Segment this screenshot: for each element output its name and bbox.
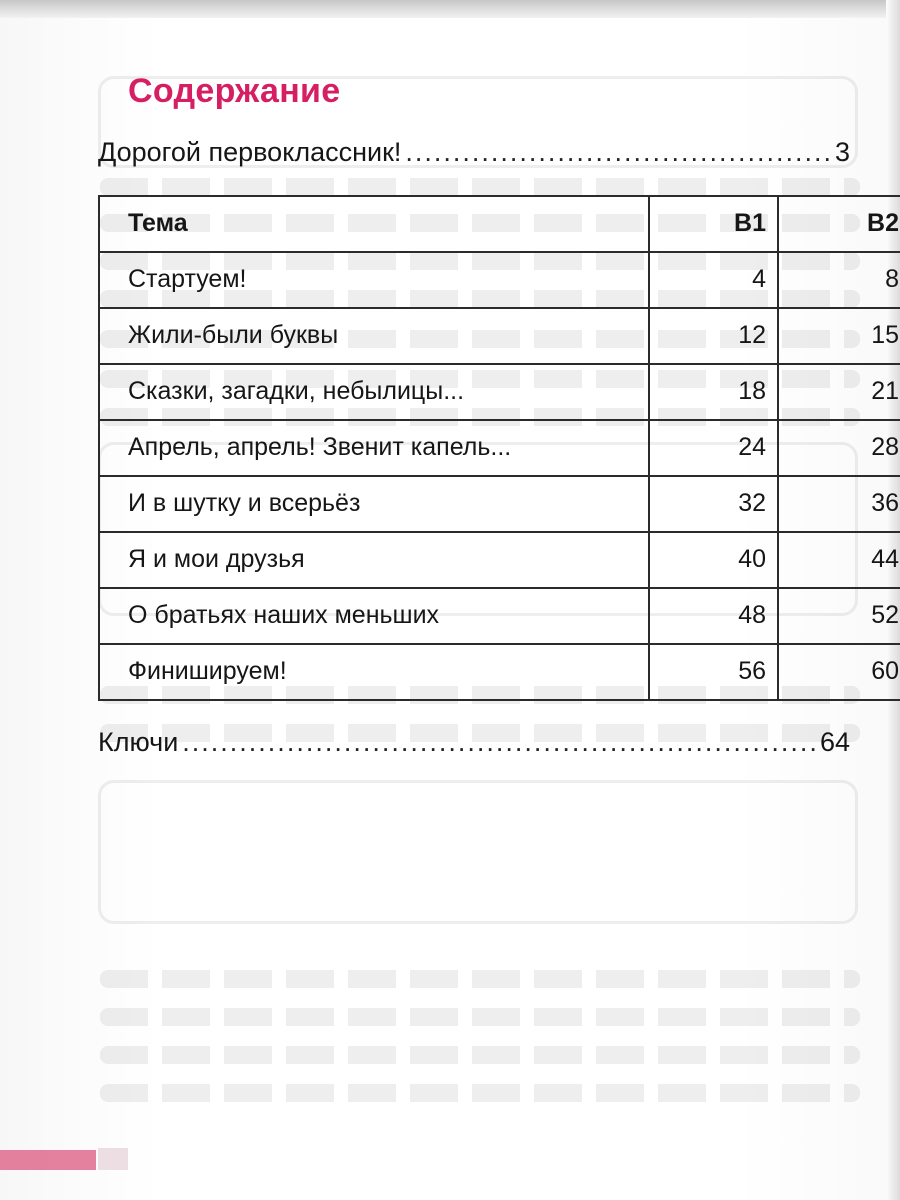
table-row [99, 364, 900, 420]
ghost-frame [98, 780, 858, 924]
intro-label: Дорогой первоклассник! [98, 137, 402, 167]
ghost-text-line [100, 970, 860, 988]
table-row [99, 644, 900, 700]
keys-page-number: 64 [819, 727, 850, 757]
topic-cell: Апрель, апрель! Звенит капель... [99, 420, 649, 476]
b2-page-cell: 52 [778, 588, 900, 644]
b2-page-cell: 60 [778, 644, 900, 700]
toc-leader-dots [182, 728, 816, 758]
contents-table [98, 195, 900, 701]
topic-cell: Стартуем! [99, 252, 649, 308]
topic-cell: Финишируем! [99, 644, 649, 700]
table-row [99, 308, 900, 364]
page-color-mark [0, 1150, 96, 1170]
b1-page-cell: 12 [649, 308, 778, 364]
b1-page-cell: 4 [649, 252, 778, 308]
table-row [99, 588, 900, 644]
keys-label: Ключи [98, 727, 179, 757]
contents-table-header [99, 196, 900, 252]
intro-toc-line [98, 138, 850, 168]
b2-page-cell: 36 [778, 476, 900, 532]
table-row [99, 476, 900, 532]
b1-page-cell: 24 [649, 420, 778, 476]
table-row [99, 420, 900, 476]
b2-page-cell: 8 [778, 252, 900, 308]
table-header-row [99, 196, 900, 252]
b1-page-cell: 18 [649, 364, 778, 420]
b2-page-cell: 28 [778, 420, 900, 476]
contents-title: Содержание [128, 72, 341, 110]
table-row [99, 532, 900, 588]
b2-page-cell: 21 [778, 364, 900, 420]
b1-page-cell: 40 [649, 532, 778, 588]
toc-leader-dots [405, 138, 831, 168]
b1-page-cell: 48 [649, 588, 778, 644]
page-color-mark-secondary [98, 1148, 128, 1170]
b1-column-header: В1 [649, 196, 778, 252]
topic-cell: О братьях наших меньших [99, 588, 649, 644]
b2-page-cell: 15 [778, 308, 900, 364]
ghost-text-line [100, 1084, 860, 1102]
table-row [99, 252, 900, 308]
contents-table-body [99, 252, 900, 700]
topic-cell: Сказки, загадки, небылицы... [99, 364, 649, 420]
topic-cell: И в шутку и всерьёз [99, 476, 649, 532]
topic-column-header: Тема [99, 196, 649, 252]
ghost-text-line [100, 1046, 860, 1064]
b2-column-header: В2 [778, 196, 900, 252]
topic-cell: Я и мои друзья [99, 532, 649, 588]
topic-cell: Жили-были буквы [99, 308, 649, 364]
ghost-text-line [100, 178, 860, 196]
b2-page-cell: 44 [778, 532, 900, 588]
b1-page-cell: 56 [649, 644, 778, 700]
scan-top-edge [0, 0, 900, 18]
b1-page-cell: 32 [649, 476, 778, 532]
intro-page-number: 3 [834, 137, 850, 167]
ghost-text-line [100, 1008, 860, 1026]
keys-toc-line [98, 728, 850, 758]
